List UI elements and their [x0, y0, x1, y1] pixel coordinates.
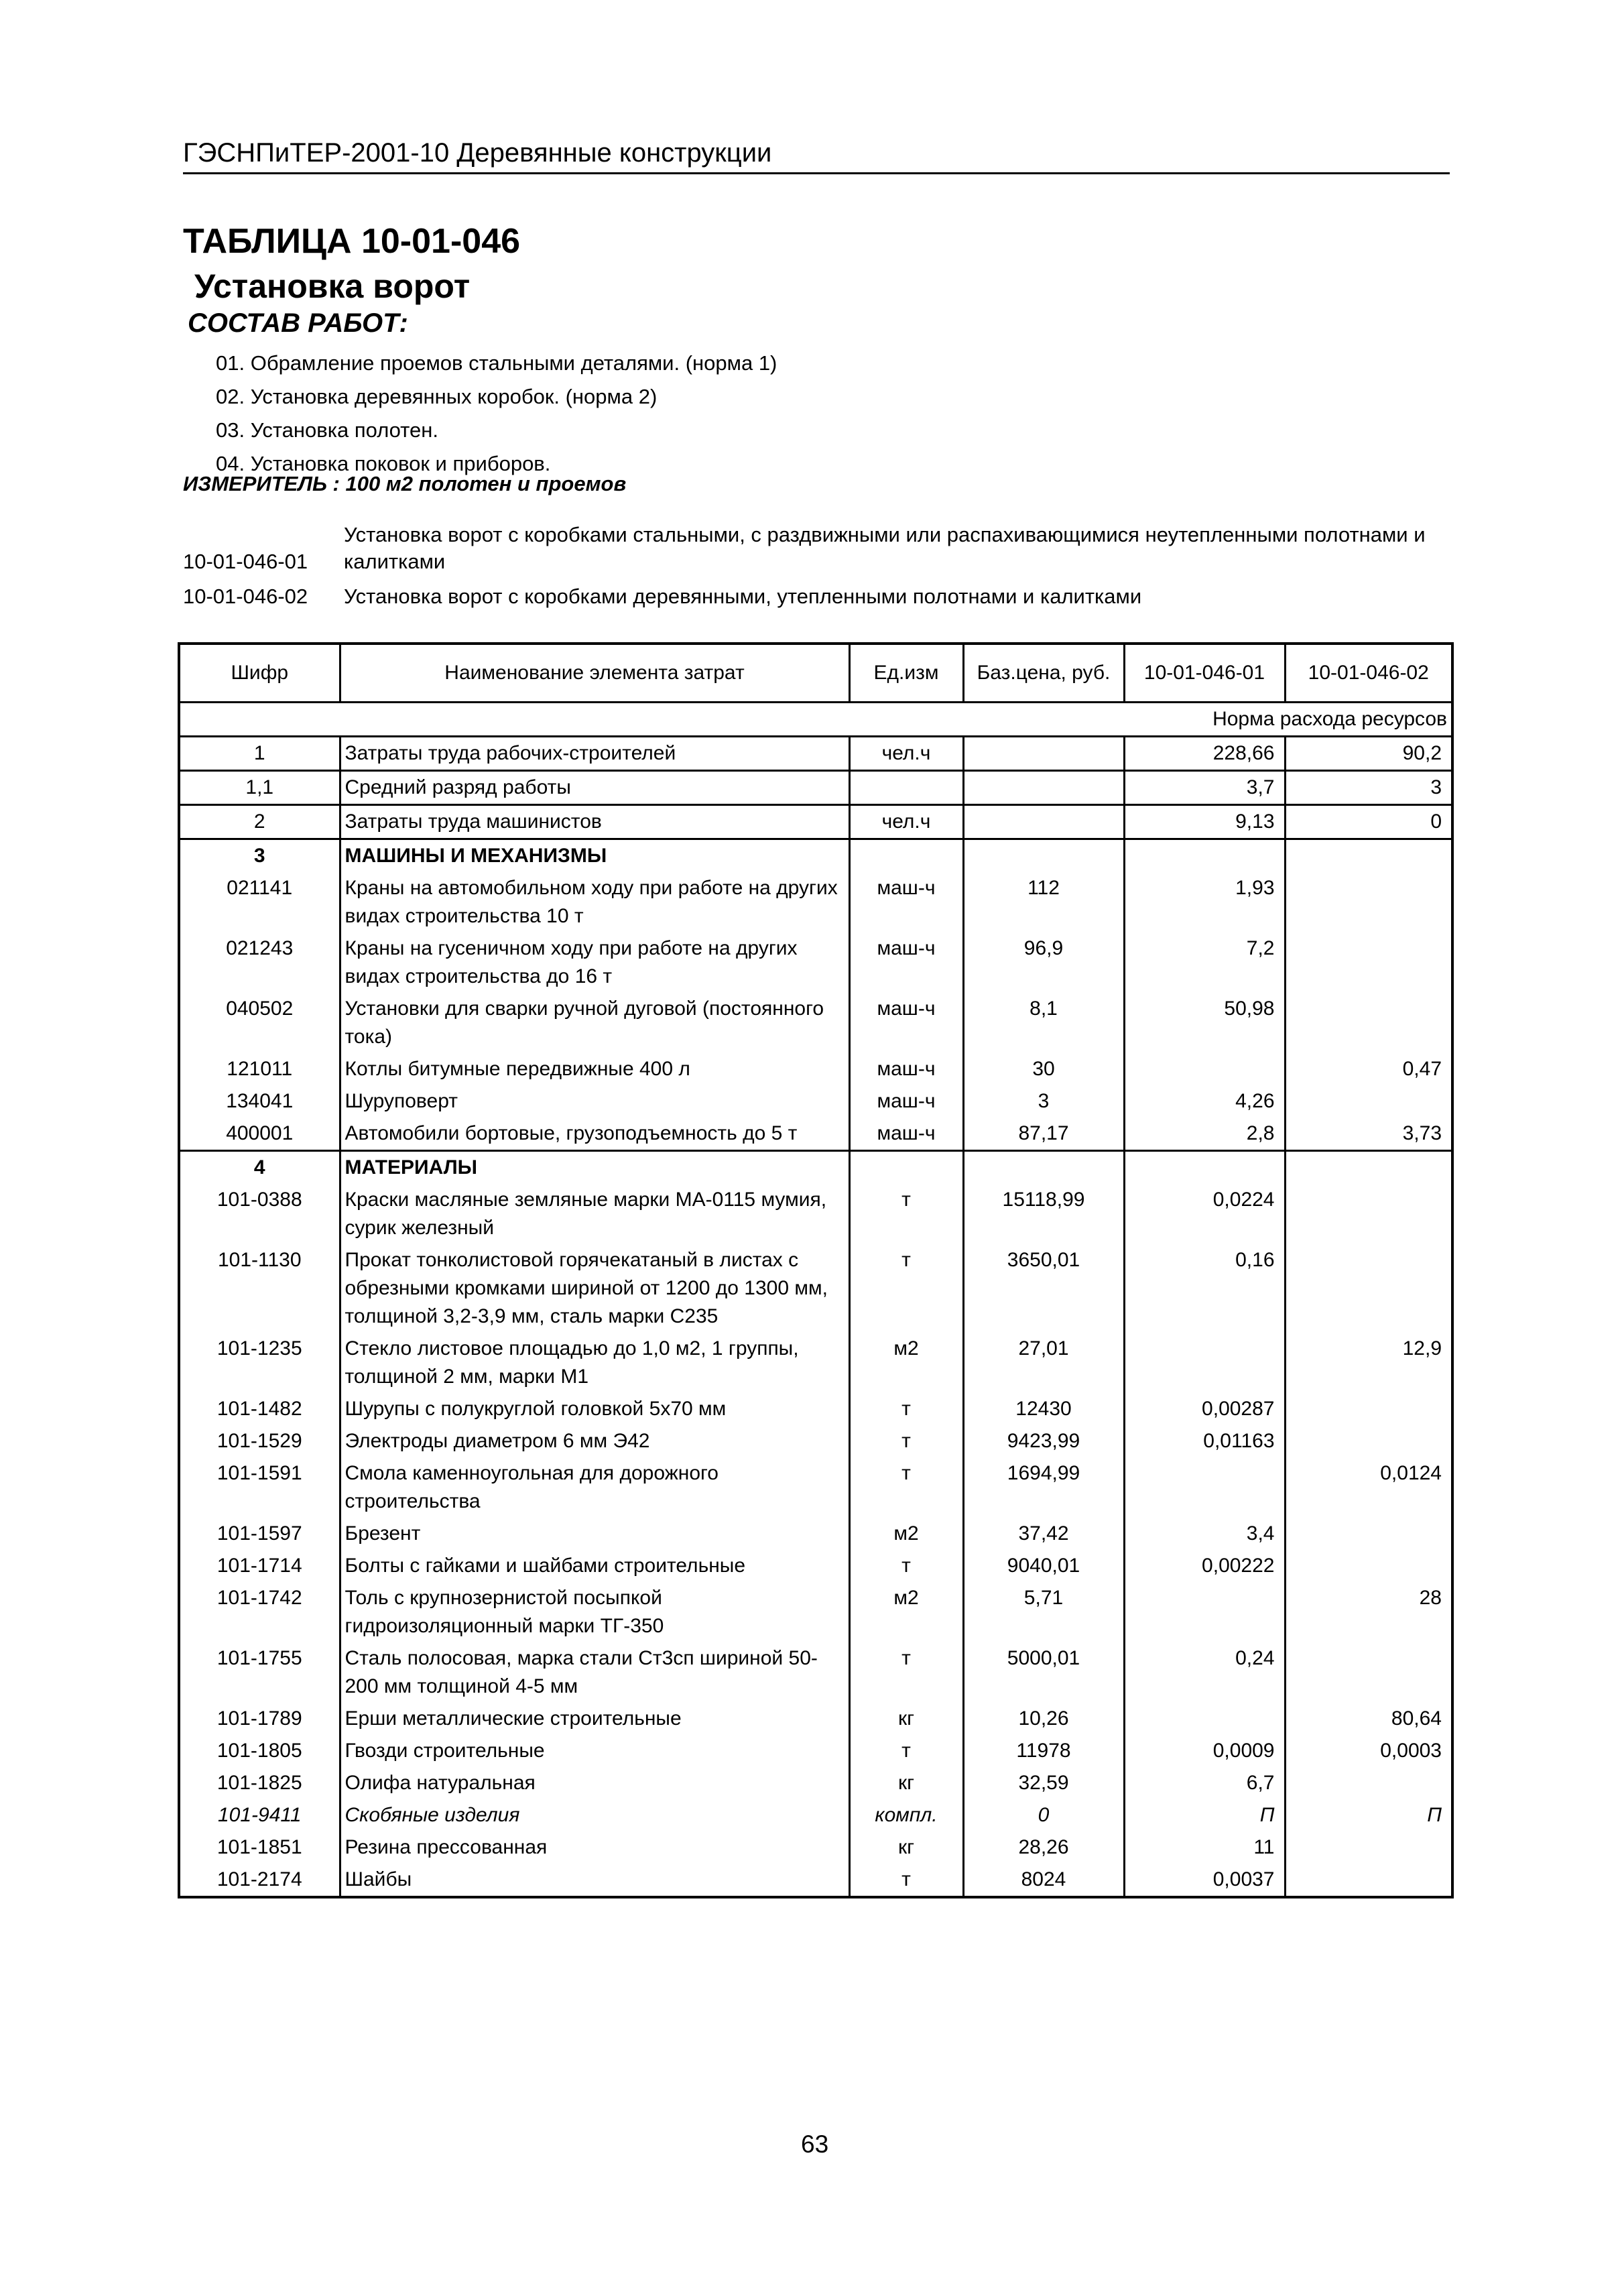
cell-name: Смола каменноугольная для дорожного строительства: [340, 1457, 849, 1518]
cell-name: Шурупы с полукруглой головкой 5х70 мм: [340, 1393, 849, 1425]
cell-price: [963, 839, 1124, 873]
cell-variant-1: 50,98: [1124, 993, 1285, 1053]
cell-name: Стекло листовое площадью до 1,0 м2, 1 группы, толщиной 2 мм, марки М1: [340, 1333, 849, 1393]
cell-unit: [849, 839, 963, 873]
cell-code: 101-0388: [179, 1184, 340, 1244]
variant-item: [183, 583, 1470, 610]
table-row: [179, 1831, 1452, 1864]
cell-code: 101-1825: [179, 1767, 340, 1799]
cell-name: Гвозди строительные: [340, 1735, 849, 1767]
table-row: [179, 771, 1452, 805]
cell-code: 101-1529: [179, 1425, 340, 1457]
table-row: [179, 1642, 1452, 1703]
cell-code: 134041: [179, 1085, 340, 1117]
cell-variant-1: 0,0224: [1124, 1184, 1285, 1244]
cell-price: 96,9: [963, 932, 1124, 993]
cell-price: 27,01: [963, 1333, 1124, 1393]
cell-variant-1: [1124, 1582, 1285, 1642]
variant-list: [183, 522, 1470, 618]
cell-name: Краны на автомобильном ходу при работе на других видах строительства 10 т: [340, 872, 849, 932]
cell-price: 112: [963, 872, 1124, 932]
table-body: [179, 703, 1452, 1898]
header-name: Наименование элемента затрат: [340, 644, 849, 703]
table-row: [179, 1582, 1452, 1642]
cell-price: 28,26: [963, 1831, 1124, 1864]
cell-price: [963, 1151, 1124, 1185]
cell-code: 101-1851: [179, 1831, 340, 1864]
cell-variant-1: 0,00222: [1124, 1550, 1285, 1582]
cell-variant-1: 3,4: [1124, 1518, 1285, 1550]
table-row: [179, 1184, 1452, 1244]
cell-code: 101-1714: [179, 1550, 340, 1582]
norm-label-row: [179, 703, 1452, 737]
cell-name: Толь с крупнозернистой посыпкой гидроизоляционный марки ТГ-350: [340, 1582, 849, 1642]
table-row: [179, 1053, 1452, 1085]
cell-code: 2: [179, 805, 340, 839]
cell-name: МАТЕРИАЛЫ: [340, 1151, 849, 1185]
header-variant-1: 10-01-046-01: [1124, 644, 1285, 703]
norm-label: Норма расхода ресурсов: [179, 703, 1452, 737]
table-row: [179, 805, 1452, 839]
cell-code: 101-1742: [179, 1582, 340, 1642]
cell-variant-1: 6,7: [1124, 1767, 1285, 1799]
cell-name: Ерши металлические строительные: [340, 1703, 849, 1735]
cell-price: 8024: [963, 1864, 1124, 1897]
cell-variant-1: 4,26: [1124, 1085, 1285, 1117]
cell-name: МАШИНЫ И МЕХАНИЗМЫ: [340, 839, 849, 873]
cell-code: 021243: [179, 932, 340, 993]
table-row: [179, 1151, 1452, 1185]
cell-name: Болты с гайками и шайбами строительные: [340, 1550, 849, 1582]
cell-unit: чел.ч: [849, 737, 963, 771]
cell-unit: м2: [849, 1582, 963, 1642]
cell-price: 10,26: [963, 1703, 1124, 1735]
cell-variant-1: 0,01163: [1124, 1425, 1285, 1457]
cell-code: 101-1235: [179, 1333, 340, 1393]
table-row: [179, 1393, 1452, 1425]
cell-variant-2: [1285, 1518, 1452, 1550]
header-code: Шифр: [179, 644, 340, 703]
table-row: [179, 1333, 1452, 1393]
cell-name: Скобяные изделия: [340, 1799, 849, 1831]
cell-variant-1: П: [1124, 1799, 1285, 1831]
cell-variant-2: П: [1285, 1799, 1452, 1831]
cell-variant-2: [1285, 1864, 1452, 1897]
header-unit: Ед.изм: [849, 644, 963, 703]
cell-unit: чел.ч: [849, 805, 963, 839]
cell-unit: т: [849, 1244, 963, 1333]
cell-code: 101-1597: [179, 1518, 340, 1550]
cell-unit: [849, 1151, 963, 1185]
cell-variant-1: 0,24: [1124, 1642, 1285, 1703]
cell-unit: маш-ч: [849, 1053, 963, 1085]
variant-item: [183, 522, 1470, 575]
cell-price: [963, 771, 1124, 805]
cell-variant-2: 0,0124: [1285, 1457, 1452, 1518]
variant-code: 10-01-046-01: [183, 550, 308, 573]
table-title: ТАБЛИЦА 10-01-046: [183, 222, 521, 261]
cell-unit: т: [849, 1425, 963, 1457]
cell-name: Шайбы: [340, 1864, 849, 1897]
cell-variant-2: 3,73: [1285, 1117, 1452, 1151]
table-row: [179, 872, 1452, 932]
cell-name: Котлы битумные передвижные 400 л: [340, 1053, 849, 1085]
document-header: ГЭСНПиТЕР-2001-10 Деревянные конструкции: [183, 138, 1450, 174]
cell-name: Резина прессованная: [340, 1831, 849, 1864]
cell-variant-2: 28: [1285, 1582, 1452, 1642]
table-row: [179, 1518, 1452, 1550]
cell-name: Краны на гусеничном ходу при работе на других видах строительства до 16 т: [340, 932, 849, 993]
cell-unit: маш-ч: [849, 1085, 963, 1117]
cell-name: Брезент: [340, 1518, 849, 1550]
cell-code: 021141: [179, 872, 340, 932]
table-row: [179, 932, 1452, 993]
cell-price: 5,71: [963, 1582, 1124, 1642]
table-row: [179, 1799, 1452, 1831]
cell-variant-2: 12,9: [1285, 1333, 1452, 1393]
cell-unit: кг: [849, 1767, 963, 1799]
cell-unit: кг: [849, 1831, 963, 1864]
table-row: [179, 737, 1452, 771]
measure-unit: ИЗМЕРИТЕЛЬ : 100 м2 полотен и проемов: [183, 472, 627, 495]
cell-variant-1: 3,7: [1124, 771, 1285, 805]
cell-name: Прокат тонколистовой горячекатаный в листах с обрезными кромками шириной от 1200 до 1300 мм, толщиной 3,2-3,9 мм, сталь марки С235: [340, 1244, 849, 1333]
work-item: 03. Установка полотен.: [216, 418, 439, 442]
cell-variant-1: [1124, 839, 1285, 873]
table-row: [179, 1767, 1452, 1799]
cell-variant-2: [1285, 1767, 1452, 1799]
cell-variant-1: [1124, 1053, 1285, 1085]
norms-table: [178, 642, 1454, 1898]
cell-variant-2: [1285, 1085, 1452, 1117]
cell-unit: [849, 771, 963, 805]
table-row: [179, 993, 1452, 1053]
cell-variant-2: 3: [1285, 771, 1452, 805]
composition-title: СОСТАВ РАБОТ:: [188, 308, 408, 338]
cell-code: 101-1755: [179, 1642, 340, 1703]
cell-variant-2: 0,47: [1285, 1053, 1452, 1085]
cell-unit: маш-ч: [849, 872, 963, 932]
table-row: [179, 1085, 1452, 1117]
cell-variant-2: 0,0003: [1285, 1735, 1452, 1767]
cell-code: 101-1591: [179, 1457, 340, 1518]
cell-unit: м2: [849, 1518, 963, 1550]
cell-name: Затраты труда рабочих-строителей: [340, 737, 849, 771]
cell-price: 9423,99: [963, 1425, 1124, 1457]
cell-unit: т: [849, 1457, 963, 1518]
cell-name: Затраты труда машинистов: [340, 805, 849, 839]
cell-code: 3: [179, 839, 340, 873]
cell-variant-1: 0,16: [1124, 1244, 1285, 1333]
cell-price: 5000,01: [963, 1642, 1124, 1703]
cell-price: 3: [963, 1085, 1124, 1117]
cell-variant-1: [1124, 1333, 1285, 1393]
cell-variant-1: 228,66: [1124, 737, 1285, 771]
cell-code: 101-1482: [179, 1393, 340, 1425]
cell-variant-1: 9,13: [1124, 805, 1285, 839]
table-subtitle: Установка ворот: [194, 267, 471, 305]
work-item: 02. Установка деревянных коробок. (норма 2): [216, 385, 658, 408]
table-row: [179, 1244, 1452, 1333]
cell-unit: маш-ч: [849, 1117, 963, 1151]
work-composition-list: [216, 347, 777, 481]
cell-name: Автомобили бортовые, грузоподъемность до 5 т: [340, 1117, 849, 1151]
cell-variant-2: [1285, 1831, 1452, 1864]
cell-name: Установки для сварки ручной дуговой (постоянного тока): [340, 993, 849, 1053]
cell-variant-1: 1,93: [1124, 872, 1285, 932]
cell-variant-2: 90,2: [1285, 737, 1452, 771]
cell-price: 12430: [963, 1393, 1124, 1425]
cell-unit: т: [849, 1184, 963, 1244]
cell-unit: т: [849, 1393, 963, 1425]
cell-code: 101-1805: [179, 1735, 340, 1767]
cell-price: 0: [963, 1799, 1124, 1831]
table-row: [179, 1550, 1452, 1582]
variant-code: 10-01-046-02: [183, 585, 308, 608]
cell-code: 101-1130: [179, 1244, 340, 1333]
cell-variant-1: 7,2: [1124, 932, 1285, 993]
cell-price: 1694,99: [963, 1457, 1124, 1518]
cell-code: 040502: [179, 993, 340, 1053]
cell-price: 15118,99: [963, 1184, 1124, 1244]
table-header-row: [179, 644, 1452, 703]
cell-variant-2: 0: [1285, 805, 1452, 839]
cell-unit: м2: [849, 1333, 963, 1393]
cell-code: 101-1789: [179, 1703, 340, 1735]
cell-variant-2: [1285, 932, 1452, 993]
cell-unit: т: [849, 1735, 963, 1767]
cell-price: 11978: [963, 1735, 1124, 1767]
cell-variant-1: [1124, 1703, 1285, 1735]
cell-unit: т: [849, 1864, 963, 1897]
cell-variant-1: 2,8: [1124, 1117, 1285, 1151]
table-row: [179, 1117, 1452, 1151]
cell-variant-2: [1285, 1244, 1452, 1333]
cell-variant-2: [1285, 1184, 1452, 1244]
cell-variant-1: 0,0009: [1124, 1735, 1285, 1767]
cell-price: 30: [963, 1053, 1124, 1085]
header-variant-2: 10-01-046-02: [1285, 644, 1452, 703]
variant-description: Установка ворот с коробками стальными, с раздвижными или распахивающимися неутепленными полотнами и калитками: [344, 523, 1426, 573]
table-row: [179, 1703, 1452, 1735]
table-row: [179, 1457, 1452, 1518]
cell-variant-2: [1285, 872, 1452, 932]
table-row: [179, 1425, 1452, 1457]
cell-name: Олифа натуральная: [340, 1767, 849, 1799]
cell-variant-2: 80,64: [1285, 1703, 1452, 1735]
cell-code: 101-2174: [179, 1864, 340, 1897]
cell-code: 1: [179, 737, 340, 771]
cell-unit: маш-ч: [849, 932, 963, 993]
cell-name: Шуруповерт: [340, 1085, 849, 1117]
cell-variant-1: 11: [1124, 1831, 1285, 1864]
cell-name: Краски масляные земляные марки МА-0115 мумия, сурик железный: [340, 1184, 849, 1244]
cell-price: 9040,01: [963, 1550, 1124, 1582]
cell-name: Электроды диаметром 6 мм Э42: [340, 1425, 849, 1457]
cell-variant-1: 0,00287: [1124, 1393, 1285, 1425]
cell-variant-2: [1285, 993, 1452, 1053]
cell-variant-2: [1285, 1425, 1452, 1457]
cell-price: 37,42: [963, 1518, 1124, 1550]
cell-variant-2: [1285, 1393, 1452, 1425]
cell-unit: кг: [849, 1703, 963, 1735]
cell-price: 32,59: [963, 1767, 1124, 1799]
work-item: 04. Установка поковок и приборов.: [216, 452, 551, 475]
cell-unit: маш-ч: [849, 993, 963, 1053]
table-row: [179, 1735, 1452, 1767]
cell-variant-1: 0,0037: [1124, 1864, 1285, 1897]
header-price: Баз.цена, руб.: [963, 644, 1124, 703]
cell-variant-1: [1124, 1151, 1285, 1185]
cell-variant-2: [1285, 1151, 1452, 1185]
cell-code: 4: [179, 1151, 340, 1185]
page-number: 63: [801, 2130, 829, 2158]
cell-variant-1: [1124, 1457, 1285, 1518]
variant-description: Установка ворот с коробками деревянными, утепленными полотнами и калитками: [344, 585, 1142, 608]
cell-unit: т: [849, 1550, 963, 1582]
cell-code: 101-9411: [179, 1799, 340, 1831]
cell-name: Сталь полосовая, марка стали Ст3сп шириной 50-200 мм толщиной 4-5 мм: [340, 1642, 849, 1703]
cell-code: 1,1: [179, 771, 340, 805]
cell-price: 87,17: [963, 1117, 1124, 1151]
table-row: [179, 1864, 1452, 1897]
cell-code: 400001: [179, 1117, 340, 1151]
cell-unit: компл.: [849, 1799, 963, 1831]
cell-price: [963, 737, 1124, 771]
cell-price: 3650,01: [963, 1244, 1124, 1333]
cell-code: 121011: [179, 1053, 340, 1085]
cell-price: [963, 805, 1124, 839]
cell-variant-2: [1285, 1550, 1452, 1582]
cell-variant-2: [1285, 1642, 1452, 1703]
cell-price: 8,1: [963, 993, 1124, 1053]
cell-unit: т: [849, 1642, 963, 1703]
cell-name: Средний разряд работы: [340, 771, 849, 805]
cell-variant-2: [1285, 839, 1452, 873]
work-item: 01. Обрамление проемов стальными деталями. (норма 1): [216, 351, 777, 375]
table-row: [179, 839, 1452, 873]
